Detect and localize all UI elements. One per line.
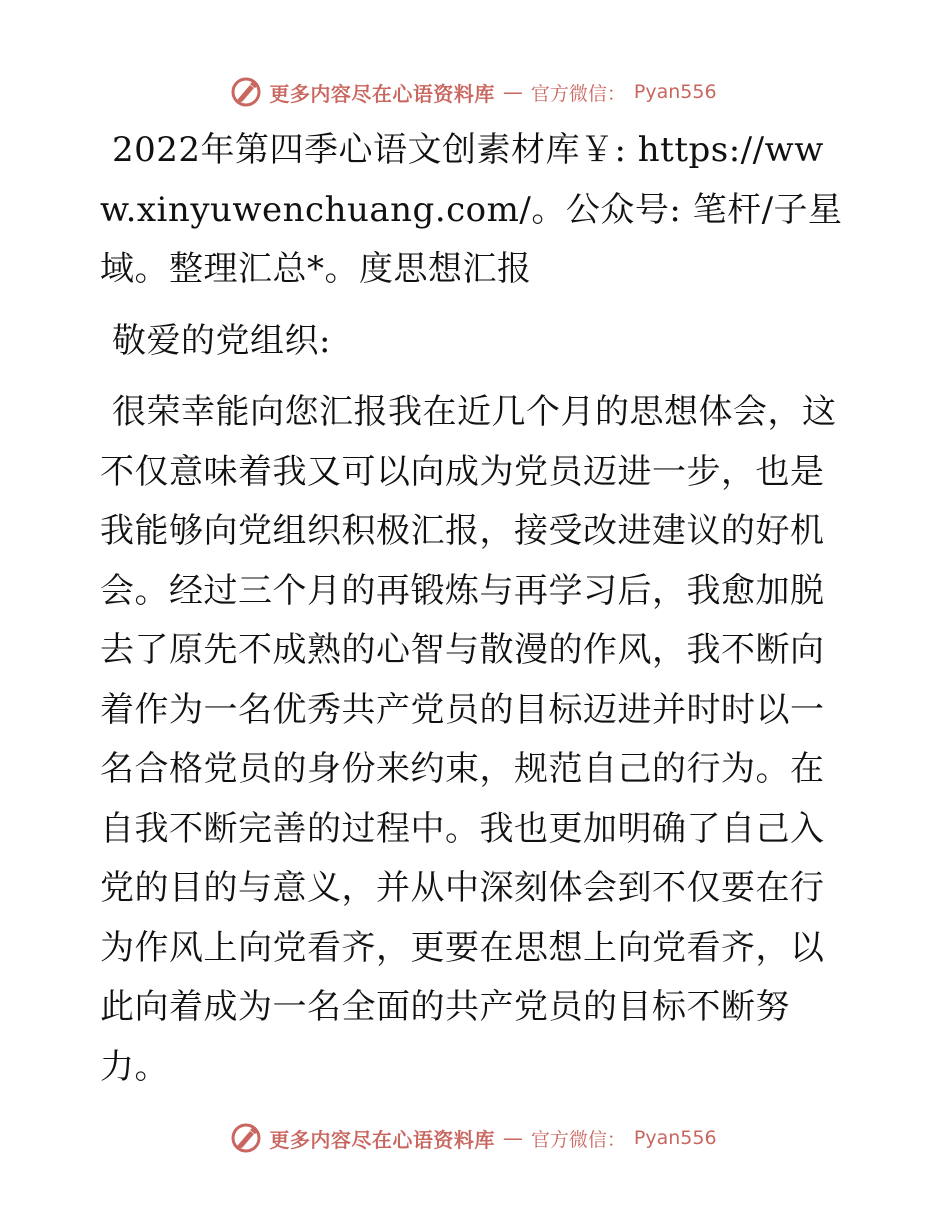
banner-main-text: 更多内容尽在心语资料库: [269, 81, 495, 106]
footer-watermark-banner: [0, 1118, 950, 1158]
banner-row: [229, 1121, 716, 1155]
banner-row: [229, 75, 716, 109]
header-watermark-banner: [0, 72, 950, 112]
banner-sub-text: 官方微信：: [530, 82, 626, 105]
xinyu-logo-icon: [229, 1121, 263, 1155]
xinyu-logo-icon: [229, 75, 263, 109]
banner-wechat-id: Pyan556: [633, 1127, 717, 1149]
banner-main-text: 更多内容尽在心语资料库: [269, 1127, 495, 1152]
greeting: 敬爱的党组织:: [112, 320, 331, 361]
banner-dash: —: [502, 80, 523, 104]
banner-wechat-id: Pyan556: [633, 81, 717, 103]
body-paragraph: 很荣幸能向您汇报我在近几个月的思想体会，这不仅意味着我又可以向成为党员迈进一步，也是我能够向党组织积极汇报，接受改进建议的好机会。经过三个月的再锻炼与再学习后，我愈加脱去了原先不成熟的心智与散漫的作风，我不断向着作为一名优秀共产党员的目标迈进并时时以一名合格党员的身份来约束，规范自己的行为。在自我不断完善的过程中。我也更加明确了自己入党的目的与意义，并从中深刻体会到不仅要在行为作风上向党看齐，更要在思想上向党看齐，以此向着成为一名全面的共产党员的目标不断努力。: [100, 392, 837, 1087]
document-body: [100, 121, 852, 1097]
banner-dash: —: [502, 1126, 523, 1150]
banner-sub-text: 官方微信：: [530, 1128, 626, 1151]
header-line: 2022年第四季心语文创素材库￥: https://www.xinyuwenchuang.com/。公众号: 笔杆/子星域。整理汇总*。度思想汇报: [100, 130, 843, 289]
